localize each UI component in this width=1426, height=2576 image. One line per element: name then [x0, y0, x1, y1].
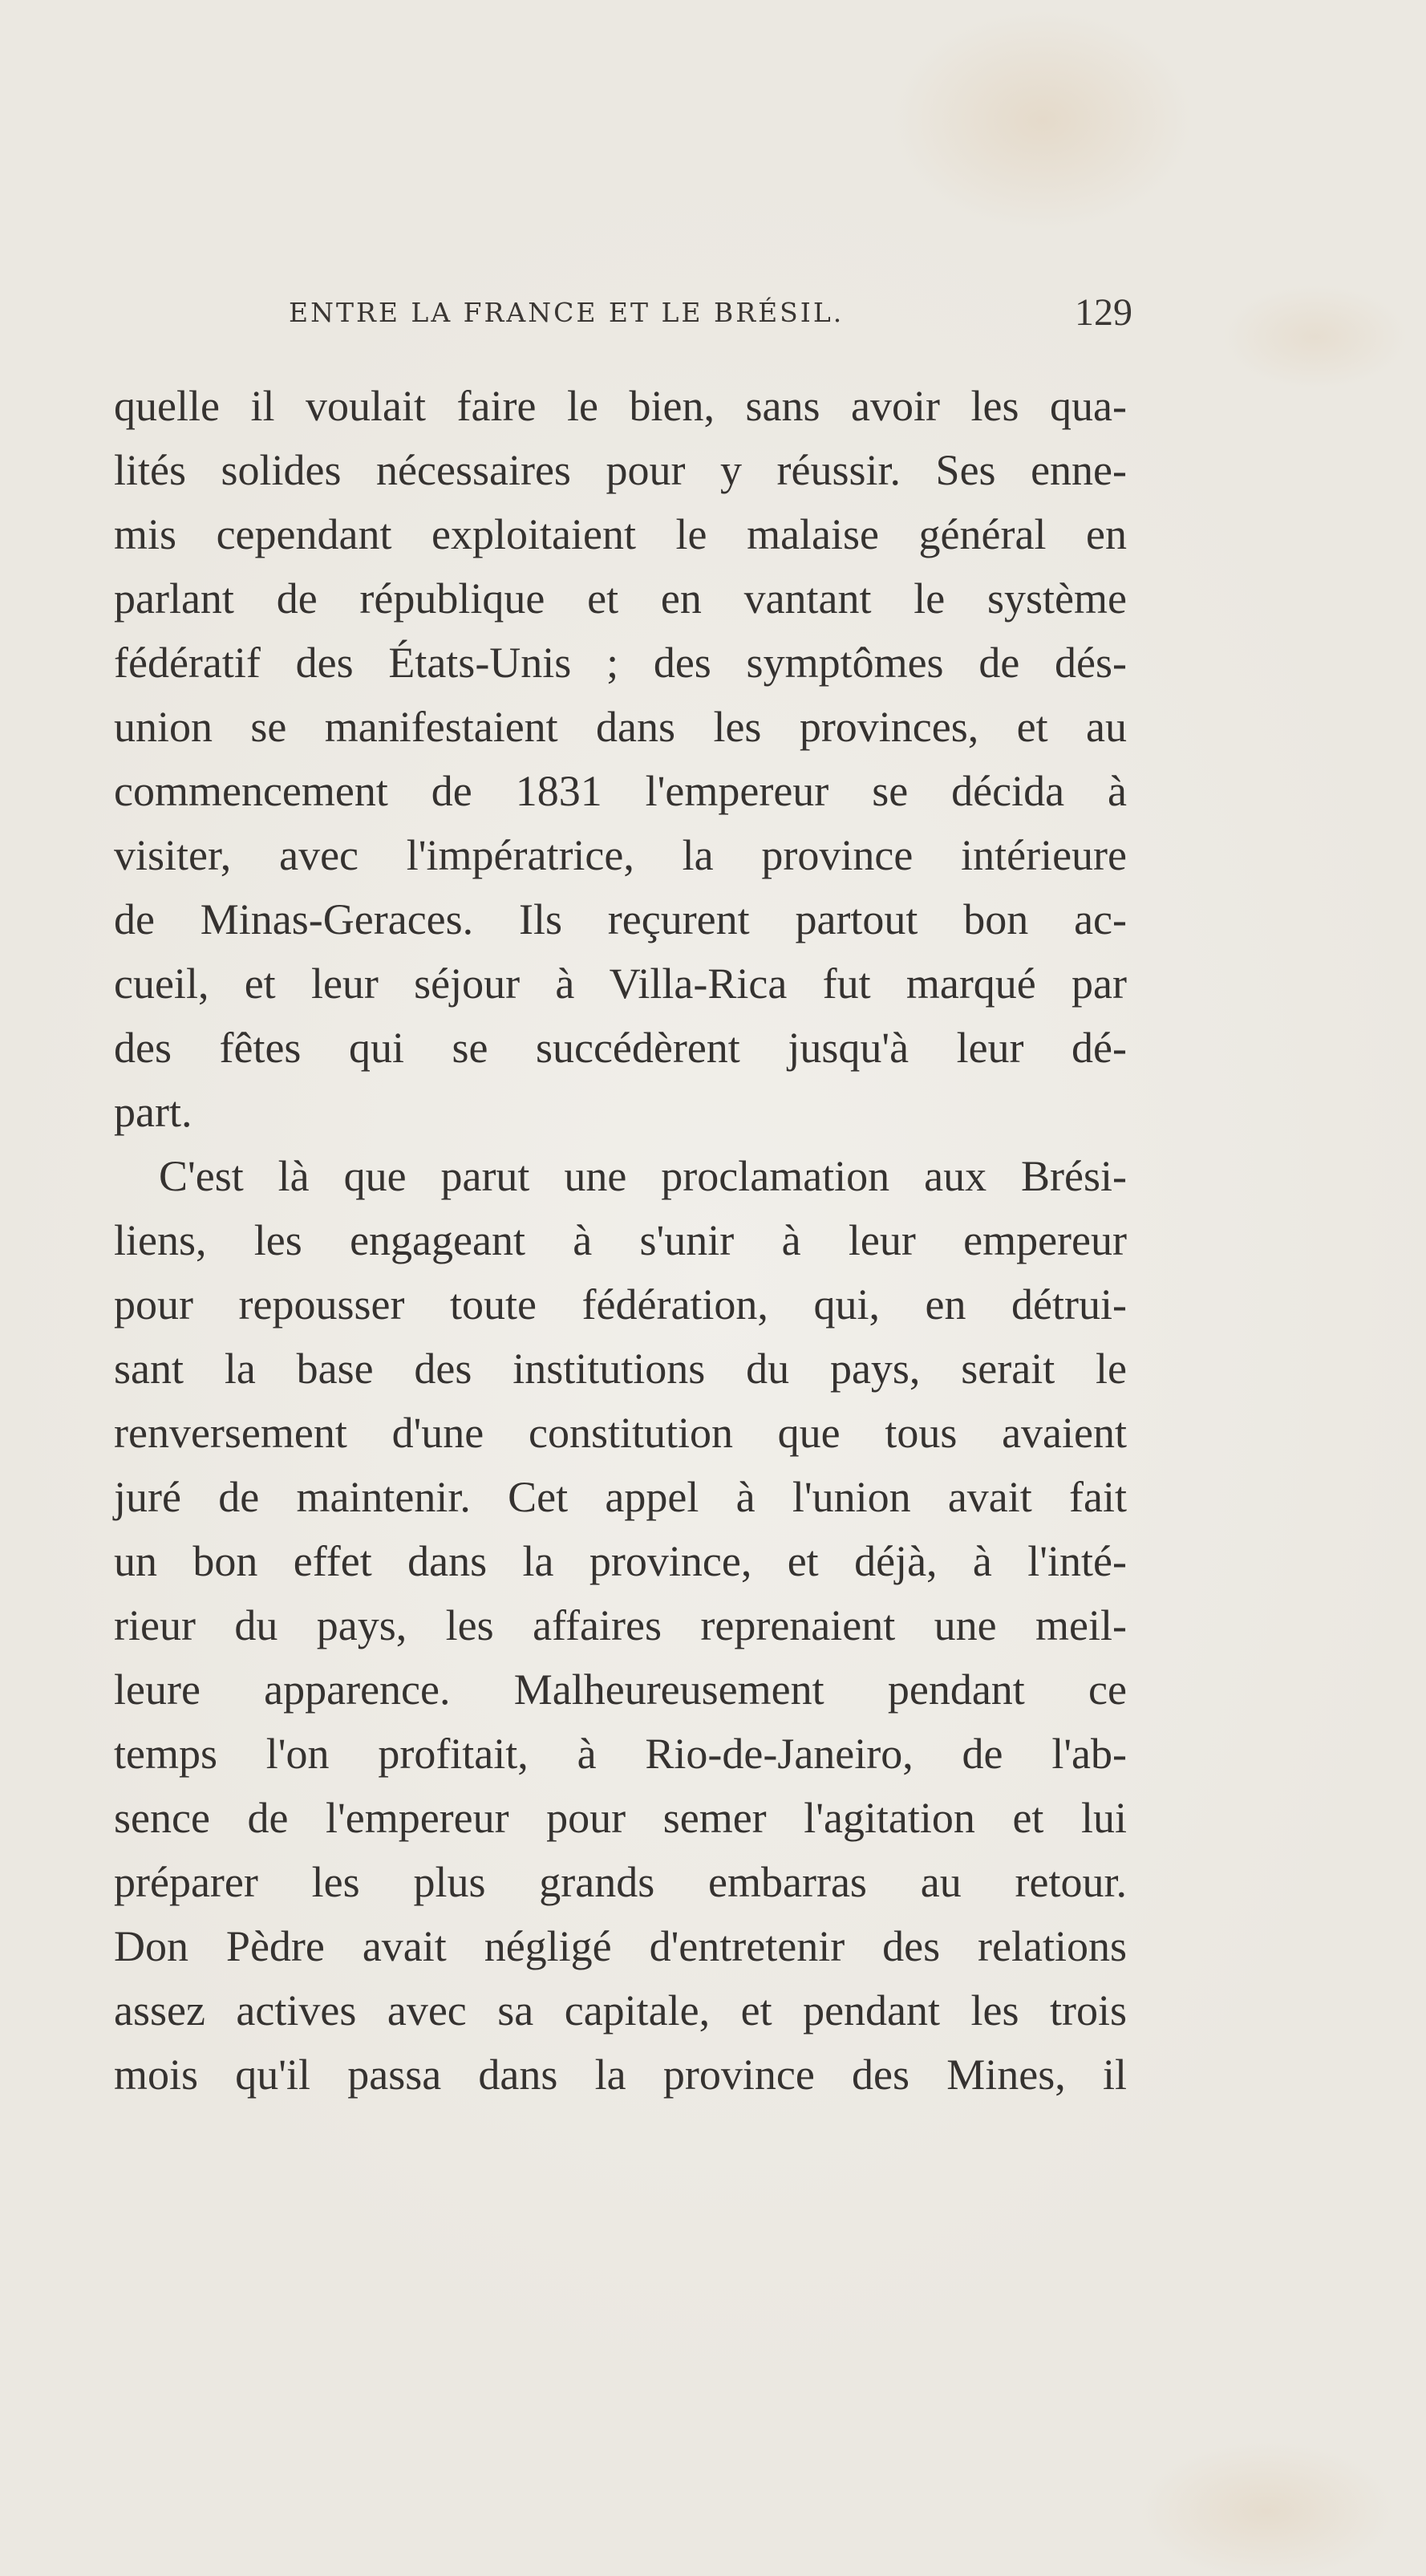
text-line: temps l'on profitait, à Rio-de-Janeiro, de l'ab-	[114, 1730, 1127, 1778]
text-line: un bon effet dans la province, et déjà, à l'inté-	[114, 1537, 1127, 1585]
text-line: parlant de république et en vantant le système	[114, 574, 1127, 623]
paragraph-2	[114, 1144, 1127, 2107]
text-line: préparer les plus grands embarras au retour.	[114, 1858, 1127, 1906]
text-line: cueil, et leur séjour à Villa-Rica fut marqué par	[114, 959, 1127, 1008]
text-line: quelle il voulait faire le bien, sans avoir les qua-	[114, 382, 1127, 430]
paragraph-1	[114, 374, 1127, 1144]
text-line: leure apparence. Malheureusement pendant ce	[114, 1665, 1127, 1714]
page-header	[289, 290, 1132, 339]
text-line: mois qu'il passa dans la province des Mines, il	[114, 2051, 1127, 2099]
page-number: 129	[1075, 291, 1132, 334]
text-line: union se manifestaient dans les provinces, et au	[114, 703, 1127, 751]
text-line: commencement de 1831 l'empereur se décida à	[114, 767, 1127, 815]
body-text	[114, 374, 1127, 2107]
text-line: de Minas-Geraces. Ils reçurent partout bon ac-	[114, 895, 1127, 943]
text-line: mis cependant exploitaient le malaise général en	[114, 510, 1127, 558]
text-line: sant la base des institutions du pays, serait le	[114, 1345, 1127, 1393]
text-line: visiter, avec l'impératrice, la province intérieure	[114, 831, 1127, 879]
text-line: Don Pèdre avait négligé d'entretenir des relations	[114, 1922, 1127, 1970]
running-title: ENTRE LA FRANCE ET LE BRÉSIL.	[289, 297, 845, 328]
text-line: assez actives avec sa capitale, et pendant les trois	[114, 1986, 1127, 2034]
text-line: lités solides nécessaires pour y réussir. Ses enne-	[114, 446, 1127, 494]
text-line: part.	[114, 1088, 192, 1136]
text-line: fédératif des États-Unis ; des symptômes de dés-	[114, 639, 1127, 687]
text-line: des fêtes qui se succédèrent jusqu'à leur dé-	[114, 1024, 1127, 1072]
text-line: renversement d'une constitution que tous avaient	[114, 1409, 1127, 1457]
text-line: pour repousser toute fédération, qui, en détrui-	[114, 1280, 1127, 1329]
text-line: sence de l'empereur pour semer l'agitation et lui	[114, 1794, 1127, 1842]
text-line: rieur du pays, les affaires reprenaient une meil-	[114, 1601, 1127, 1649]
text-line: liens, les engageant à s'unir à leur empereur	[114, 1216, 1127, 1264]
text-line: juré de maintenir. Cet appel à l'union avait fait	[114, 1473, 1127, 1521]
text-line: C'est là que parut une proclamation aux Brési-	[159, 1152, 1127, 1200]
